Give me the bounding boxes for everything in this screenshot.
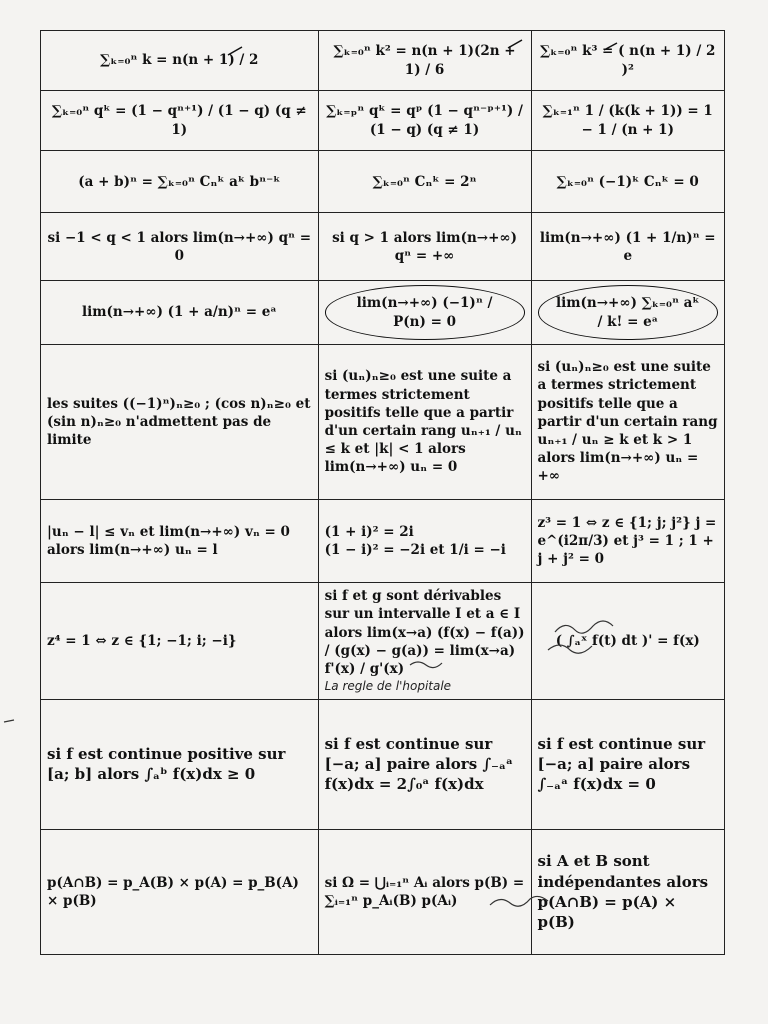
table-row: [41, 281, 725, 345]
formula-cell: ∑ₖ₌₀ⁿ qᵏ = (1 − qⁿ⁺¹) / (1 − q) (q ≠ 1): [41, 91, 319, 151]
table-row: [41, 500, 725, 583]
formula-cell: ∑ₖ₌₀ⁿ k = n(n + 1) / 2: [41, 31, 319, 91]
formula-cell: si f est continue sur [−a; a] paire alors ∫₋ₐᵃ f(x)dx = 0: [531, 699, 725, 829]
formula-cell: |uₙ − l| ≤ vₙ et lim(n→+∞) vₙ = 0 alors lim(n→+∞) uₙ = l: [41, 500, 319, 583]
formula-cell: ∑ₖ₌₀ⁿ Cₙᵏ = 2ⁿ: [318, 151, 531, 213]
formula-text: si f et g sont dérivables sur un intervalle I et a ∈ I alors lim(x→a) (f(x) − f(a)) / (g(x) − g(a)) = lim(x→a) f'(x) / g'(x): [324, 588, 525, 678]
formula-cell: ( ∫ₐˣ f(t) dt )' = f(x): [531, 583, 725, 699]
formula-cell: si A et B sont indépendantes alors p(A∩B) = p(A) × p(B): [531, 829, 725, 954]
formula-cell: les suites ((−1)ⁿ)ₙ≥₀ ; (cos n)ₙ≥₀ et (sin n)ₙ≥₀ n'admettent pas de limite: [41, 344, 319, 499]
formula-cell: si −1 < q < 1 alors lim(n→+∞) qⁿ = 0: [41, 213, 319, 281]
formula-cell: lim(n→+∞) (1 + a/n)ⁿ = eᵃ: [41, 281, 319, 345]
formula-sheet: [40, 30, 725, 955]
formula-line: (1 − i)² = −2i et 1/i = −i: [324, 542, 506, 559]
formula-cell: [318, 583, 531, 699]
table-row: [41, 91, 725, 151]
formula-cell: si (uₙ)ₙ≥₀ est une suite a termes strictement positifs telle que a partir d'un certain rang uₙ₊₁ / uₙ ≤ k et |k| < 1 alors lim(n→+∞) uₙ = 0: [318, 344, 531, 499]
circled-formula: lim(n→+∞) (−1)ⁿ / P(n) = 0: [325, 285, 525, 339]
table-row: [41, 829, 725, 954]
table-row: [41, 583, 725, 699]
formula-cell: si q > 1 alors lim(n→+∞) qⁿ = +∞: [318, 213, 531, 281]
formula-cell: ∑ₖ₌₀ⁿ k² = n(n + 1)(2n + 1) / 6: [318, 31, 531, 91]
formula-cell: ∑ₖ₌₀ⁿ k³ = ( n(n + 1) / 2 )²: [531, 31, 725, 91]
table-row: [41, 151, 725, 213]
table-row: [41, 31, 725, 91]
formula-line: (1 + i)² = 2i: [324, 523, 414, 540]
formula-cell: si f est continue sur [−a; a] paire alors ∫₋ₐᵃ f(x)dx = 2∫₀ᵃ f(x)dx: [318, 699, 531, 829]
formula-cell: [318, 500, 531, 583]
formula-cell: z⁴ = 1 ⇔ z ∈ {1; −1; i; −i}: [41, 583, 319, 699]
formula-cell: (a + b)ⁿ = ∑ₖ₌₀ⁿ Cₙᵏ aᵏ bⁿ⁻ᵏ: [41, 151, 319, 213]
margin-mark: [4, 720, 14, 722]
formula-cell: si (uₙ)ₙ≥₀ est une suite a termes strictement positifs telle que a partir d'un certain rang uₙ₊₁ / uₙ ≥ k et k > 1 alors lim(n→+∞) uₙ = +∞: [531, 344, 725, 499]
formula-cell: z³ = 1 ⇔ z ∈ {1; j; j²} j = e^(i2π/3) et j³ = 1 ; 1 + j + j² = 0: [531, 500, 725, 583]
formula-cell: lim(n→+∞) (1 + 1/n)ⁿ = e: [531, 213, 725, 281]
formula-cell: si f est continue positive sur [a; b] alors ∫ₐᵇ f(x)dx ≥ 0: [41, 699, 319, 829]
formula-cell: ∑ₖ₌₀ⁿ (−1)ᵏ Cₙᵏ = 0: [531, 151, 725, 213]
formula-cell: ∑ₖ₌₁ⁿ 1 / (k(k + 1)) = 1 − 1 / (n + 1): [531, 91, 725, 151]
formula-table: [40, 30, 725, 955]
formula-cell: si Ω = ⋃ᵢ₌₁ⁿ Aᵢ alors p(B) = ∑ᵢ₌₁ⁿ p_Aᵢ(B) p(Aᵢ): [318, 829, 531, 954]
formula-cell: [531, 281, 725, 345]
formula-cell: [318, 281, 531, 345]
formula-cell: ∑ₖ₌ₚⁿ qᵏ = qᵖ (1 − qⁿ⁻ᵖ⁺¹) / (1 − q) (q ≠ 1): [318, 91, 531, 151]
table-row: [41, 344, 725, 499]
table-row: [41, 699, 725, 829]
circled-formula: lim(n→+∞) ∑ₖ₌₀ⁿ aᵏ / k! = eᵃ: [538, 285, 719, 339]
table-row: [41, 213, 725, 281]
formula-cell: p(A∩B) = p_A(B) × p(A) = p_B(A) × p(B): [41, 829, 319, 954]
handwritten-note: La regle de l'hopitale: [324, 679, 452, 694]
